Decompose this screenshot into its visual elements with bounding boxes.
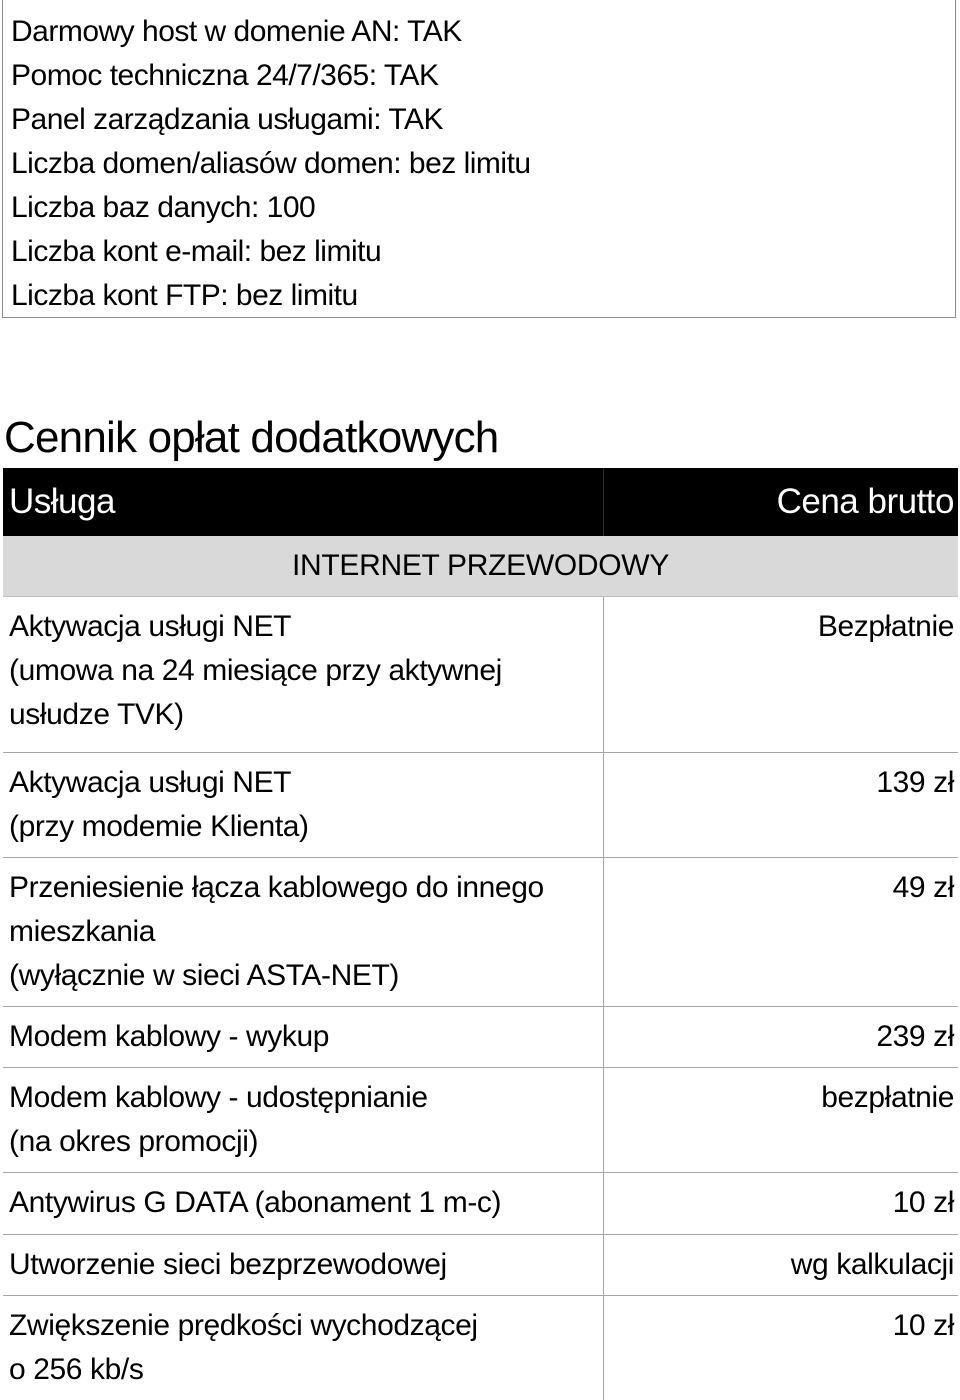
service-text: (umowa na 24 miesiące przy aktywnej	[9, 649, 603, 693]
feature-free-host: Darmowy host w domenie AN: TAK	[3, 10, 955, 54]
table-row	[3, 753, 958, 858]
category-label: INTERNET PRZEWODOWY	[3, 536, 958, 597]
service-text: Aktywacja usługi NET	[9, 761, 603, 805]
price-cell: 239 zł	[603, 1007, 958, 1068]
table-row	[3, 597, 958, 753]
service-text: (na okres promocji)	[9, 1120, 603, 1164]
service-text: Przeniesienie łącza kablowego do innego	[9, 866, 603, 910]
header-price: Cena brutto	[603, 468, 958, 536]
header-service: Usługa	[3, 468, 603, 536]
table-row	[3, 1068, 958, 1173]
service-cell	[3, 597, 603, 753]
price-cell: 139 zł	[603, 753, 958, 858]
feature-domain-count: Liczba domen/aliasów domen: bez limitu	[3, 142, 955, 186]
service-text: Modem kablowy - wykup	[9, 1015, 603, 1059]
price-cell: 10 zł	[603, 1173, 958, 1235]
feature-database-count: Liczba baz danych: 100	[3, 186, 955, 230]
service-text: Modem kablowy - udostępnianie	[9, 1076, 603, 1120]
feature-ftp-count: Liczba kont FTP: bez limitu	[3, 274, 955, 318]
service-text: mieszkania	[9, 910, 603, 954]
service-cell	[3, 1296, 603, 1400]
table-row	[3, 1173, 958, 1235]
price-cell: 49 zł	[603, 858, 958, 1007]
table-row	[3, 1007, 958, 1068]
price-cell: 10 zł	[603, 1296, 958, 1400]
table-row	[3, 858, 958, 1007]
table-row	[3, 1235, 958, 1296]
service-cell	[3, 753, 603, 858]
service-cell	[3, 1235, 603, 1296]
service-text: o 256 kb/s	[9, 1348, 603, 1392]
service-cell	[3, 1068, 603, 1173]
feature-tech-support: Pomoc techniczna 24/7/365: TAK	[3, 54, 955, 98]
service-text: Utworzenie sieci bezprzewodowej	[9, 1243, 603, 1287]
service-text: Aktywacja usługi NET	[9, 605, 603, 649]
price-cell: Bezpłatnie	[603, 597, 958, 753]
price-cell: wg kalkulacji	[603, 1235, 958, 1296]
service-text: Zwiększenie prędkości wychodzącej	[9, 1304, 603, 1348]
service-text: (przy modemie Klienta)	[9, 805, 603, 849]
table-row	[3, 1296, 958, 1400]
price-cell: bezpłatnie	[603, 1068, 958, 1173]
service-cell	[3, 1173, 603, 1235]
service-text: (wyłącznie w sieci ASTA-NET)	[9, 954, 603, 998]
price-table	[3, 468, 958, 1400]
features-box	[2, 0, 956, 318]
section-title: Cennik opłat dodatkowych	[4, 410, 498, 466]
service-text: usłudze TVK)	[9, 693, 603, 737]
table-header-row	[3, 468, 958, 536]
feature-email-count: Liczba kont e-mail: bez limitu	[3, 230, 955, 274]
service-cell	[3, 858, 603, 1007]
service-cell	[3, 1007, 603, 1068]
service-text: Antywirus G DATA (abonament 1 m-c)	[9, 1181, 603, 1225]
feature-management-panel: Panel zarządzania usługami: TAK	[3, 98, 955, 142]
category-row	[3, 536, 958, 597]
